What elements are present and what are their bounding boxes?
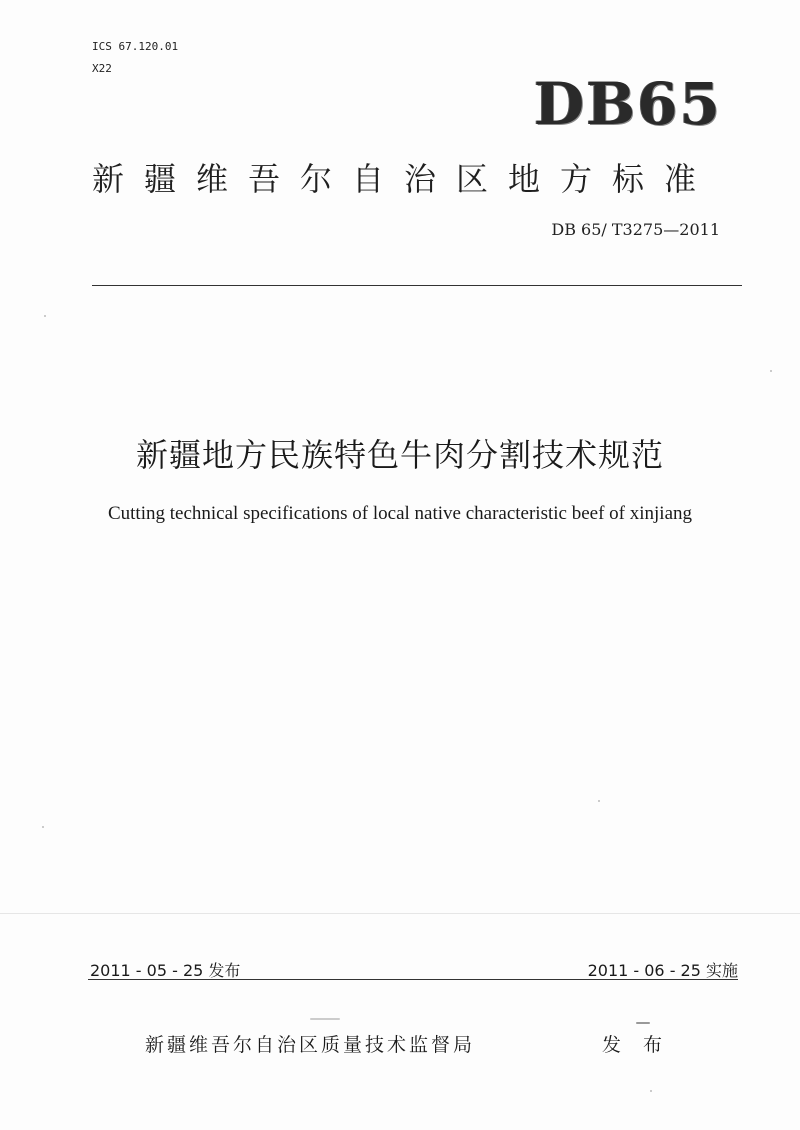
- standard-name: 新疆维吾尔自治区地方标准: [92, 160, 717, 198]
- scan-speck: [44, 315, 46, 317]
- scan-edge-line: [0, 913, 800, 914]
- scan-speck: [650, 1090, 652, 1092]
- classification-code: X22: [92, 62, 112, 75]
- scan-mark: [636, 1022, 650, 1024]
- standard-code: DB 65/ T3275—2011: [551, 220, 720, 239]
- stamp-smudge: [310, 1018, 340, 1020]
- ics-code: ICS 67.120.01: [92, 40, 179, 53]
- header-divider: [92, 285, 742, 286]
- scan-speck: [598, 800, 600, 802]
- db65-logo: DB65: [533, 70, 722, 138]
- scan-speck: [42, 826, 44, 828]
- document-title-chinese: 新疆地方民族特色牛肉分割技术规范: [135, 436, 664, 474]
- scan-speck: [770, 370, 772, 372]
- footer-divider: [88, 979, 738, 980]
- document-title-english: Cutting technical specifications of local native characteristic beef of xinjiang: [107, 503, 693, 524]
- issue-date: 2011 - 05 - 25 发布: [90, 961, 241, 980]
- implementation-date: 2011 - 06 - 25 实施: [587, 961, 738, 980]
- issue-label: 发 布: [602, 1034, 671, 1056]
- issuing-authority: 新疆维吾尔自治区质量技术监督局: [145, 1034, 476, 1056]
